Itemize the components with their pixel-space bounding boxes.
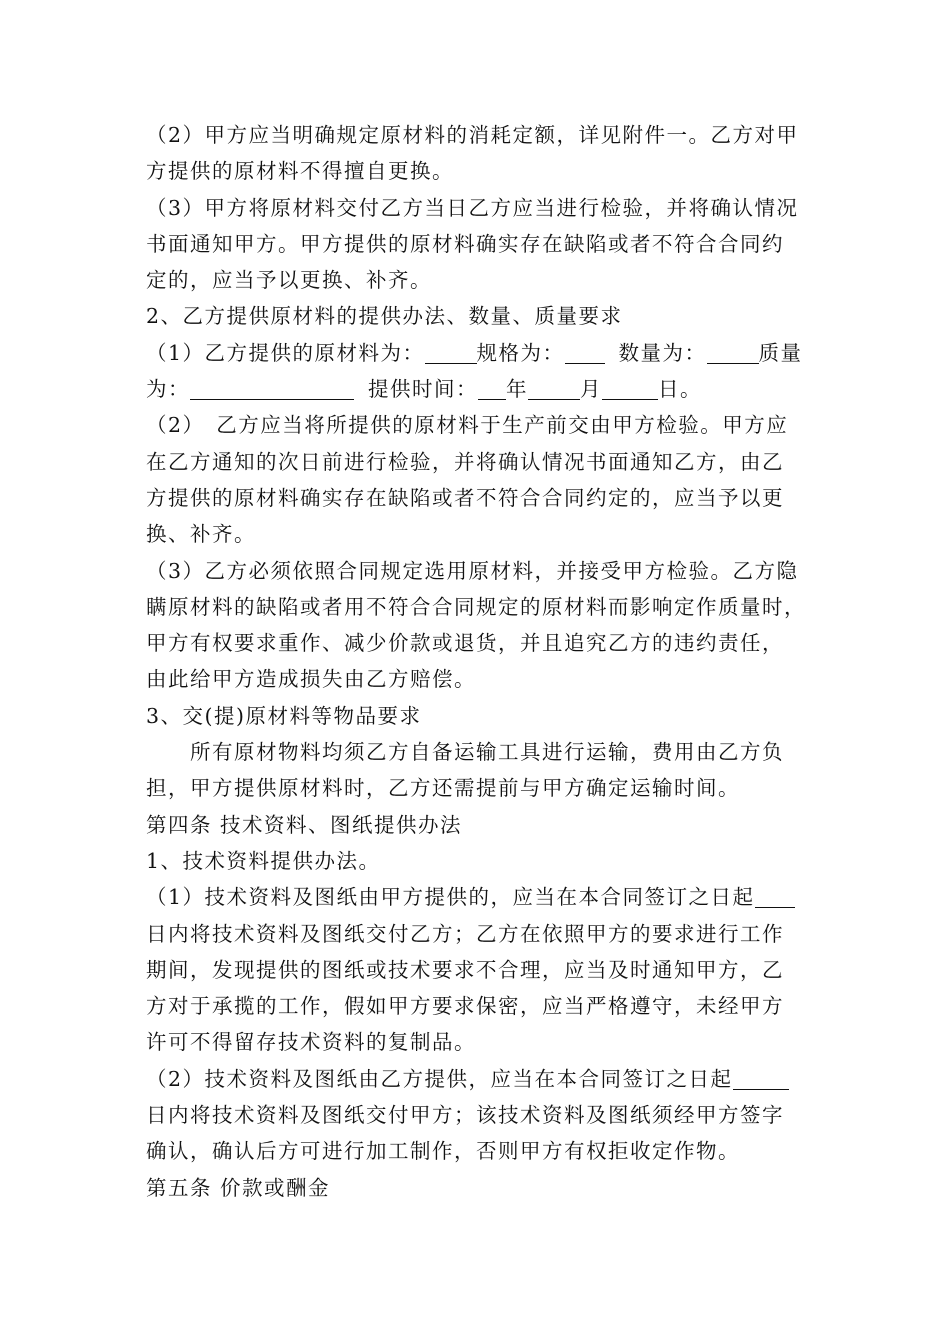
quality-label: 质量 — [758, 340, 803, 365]
text-line: 许可不得留存技术资料的复制品。 — [146, 1030, 476, 1055]
text-line: 日内将技术资料及图纸交付乙方；乙方在依照甲方的要求进行工作 — [146, 921, 784, 946]
text-line: 日内将技术资料及图纸交付甲方；该技术资料及图纸须经甲方签字 — [146, 1103, 784, 1128]
year-blank — [478, 375, 506, 400]
text-line: 由此给甲方造成损失由乙方赔偿。 — [146, 667, 476, 692]
contract-text — [146, 117, 810, 1206]
article-heading: 第四条 技术资料、图纸提供办法 — [146, 812, 463, 837]
qty-label: 数量为： — [618, 340, 707, 365]
days-blank — [755, 883, 795, 908]
section-heading: 1、技术资料提供办法。 — [146, 848, 381, 873]
spec-blank — [565, 339, 605, 364]
time-prefix: 为： — [146, 377, 190, 402]
supply-line — [146, 335, 810, 371]
text-line: 方提供的原材料不得擅自更换。 — [146, 159, 454, 184]
text-line: （2）甲方应当明确规定原材料的消耗定额，详见附件一。乙方对甲 — [146, 123, 799, 147]
text-line: 定的，应当予以更换、补齐。 — [146, 268, 432, 293]
month-label: 月 — [580, 377, 602, 402]
text-line: （3）甲方将原材料交付乙方当日乙方应当进行检验，并将确认情况 — [146, 195, 799, 220]
day-blank — [602, 375, 658, 400]
month-blank — [528, 375, 580, 400]
text-line: 在乙方通知的次日前进行检验，并将确认情况书面通知乙方，由乙 — [146, 449, 784, 474]
article-heading: 第五条 价款或酬金 — [146, 1175, 331, 1200]
text-line: 瞒原材料的缺陷或者用不符合合同规定的原材料而影响定作质量时， — [146, 594, 806, 619]
text-line: 书面通知甲方。甲方提供的原材料确实存在缺陷或者不符合合同约 — [146, 231, 784, 256]
text-line: 期间，发现提供的图纸或技术要求不合理，应当及时通知甲方，乙 — [146, 957, 784, 982]
text-line: 确认，确认后方可进行加工制作，否则甲方有权拒收定作物。 — [146, 1139, 740, 1164]
text-line: （2） 乙方应当将所提供的原材料于生产前交由甲方检验。甲方应 — [146, 413, 789, 438]
year-label: 年 — [506, 377, 528, 402]
text-line-with-blank — [146, 1061, 810, 1097]
text-line: 担，甲方提供原材料时，乙方还需提前与甲方确定运输时间。 — [146, 776, 740, 801]
time-line — [146, 371, 810, 407]
supply-prefix: （1）乙方提供的原材料为： — [146, 340, 425, 365]
text-line: 方对于承揽的工作，假如甲方要求保密，应当严格遵守，未经甲方 — [146, 994, 784, 1019]
section-heading: 2、乙方提供原材料的提供办法、数量、质量要求 — [146, 304, 623, 329]
qty-blank — [707, 339, 759, 364]
spec-label: 规格为： — [476, 340, 565, 365]
text-line: 所有原材物料均须乙方自备运输工具进行运输，费用由乙方负 — [190, 740, 784, 765]
text-line: （3）乙方必须依照合同规定选用原材料，并接受甲方检验。乙方隐 — [146, 558, 799, 583]
days-blank — [733, 1065, 789, 1090]
text-line: 甲方有权要求重作、减少价款或退货，并且追究乙方的违约责任， — [146, 631, 784, 656]
text-line-with-blank — [146, 879, 810, 915]
day-label: 日。 — [658, 377, 702, 402]
time-label: 提供时间： — [368, 377, 478, 402]
text-segment: （1）技术资料及图纸由甲方提供的，应当在本合同签订之日起 — [146, 885, 755, 910]
section-heading: 3、交(提)原材料等物品要求 — [146, 703, 422, 728]
material-blank — [425, 339, 477, 364]
text-line: 方提供的原材料确实存在缺陷或者不符合合同约定的，应当予以更 — [146, 485, 784, 510]
quality-blank — [190, 375, 354, 400]
text-line: 换、补齐。 — [146, 522, 256, 547]
text-segment: （2）技术资料及图纸由乙方提供，应当在本合同签订之日起 — [146, 1066, 733, 1091]
